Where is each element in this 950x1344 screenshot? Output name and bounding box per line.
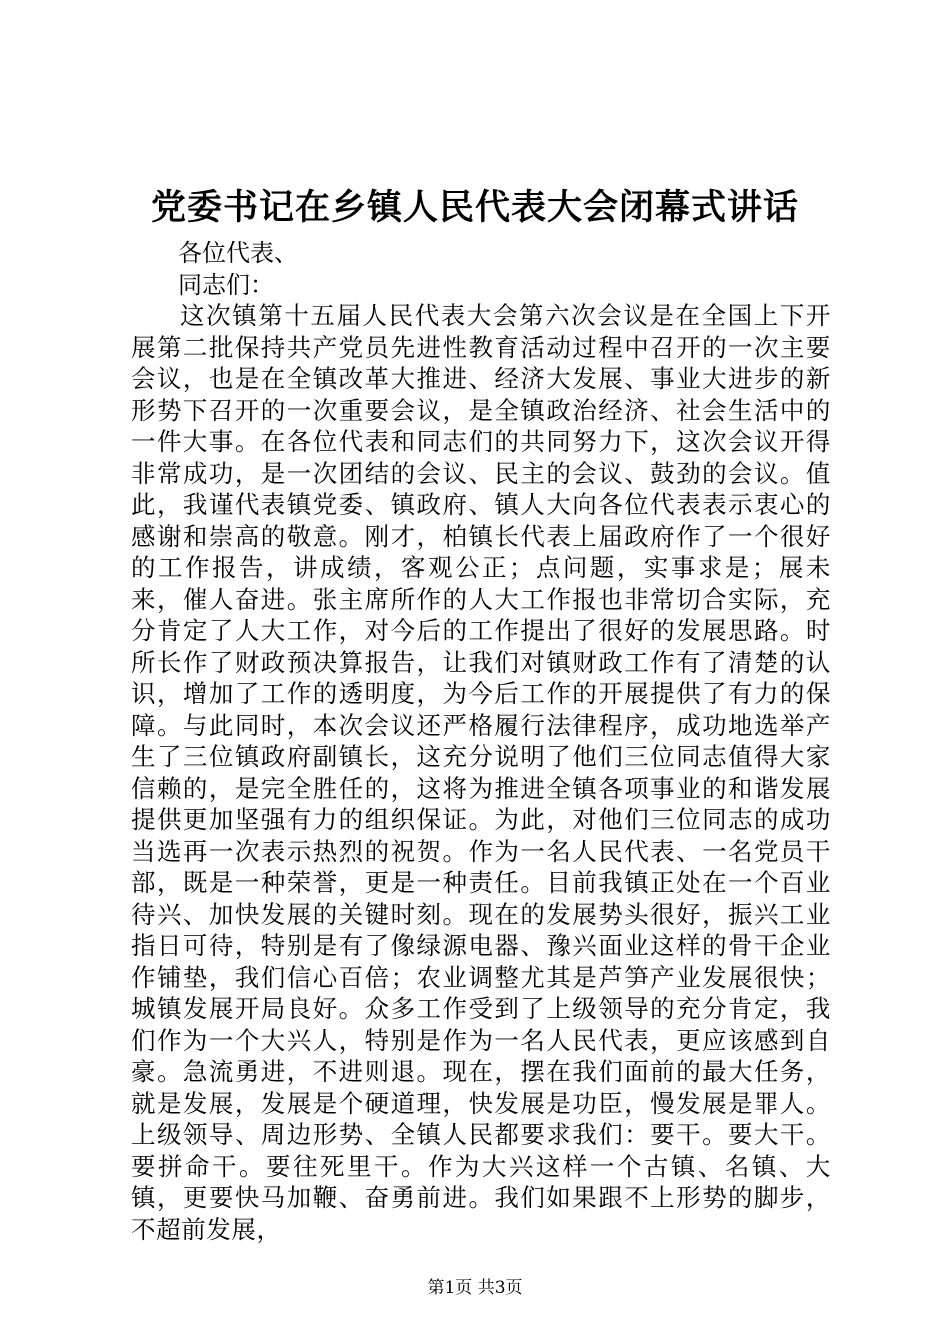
salutation-line-2: 同志们： [178, 271, 274, 299]
body-paragraph: 这次镇第十五届人民代表大会第六次会议是在全国上下开展第二批保持共产党员先进性教育活动过程中召开的一次主要会议，也是在全镇改革大推进、经济大发展、事业大进步的新形势下召开的一次重要会议，是全镇政治经济、社会生活中的一件大事。在各位代表和同志们的共同努力下，这次会议开得非常成功，是一次团结的会议、民主的会议、鼓劲的会议。值此，我谨代表镇党委、镇政府、镇人大向各位代表表示衷心的感谢和崇高的敬意。刚才，柏镇长代表上届政府作了一个很好的工作报告，讲成绩，客观公正；点问题，实事求是；展未来，催人奋进。张主席所作的人大工作报也非常切合实际，充分肯定了人大工作，对今后的工作提出了很好的发展思路。时所长作了财政预决算报告，让我们对镇财政工作有了清楚的认识，增加了工作的透明度，为今后工作的开展提供了有力的保障。与此同时，本次会议还严格履行法律程序，成功地选举产生了三位镇政府副镇长，这充分说明了他们三位同志值得大家信赖的，是完全胜任的，这将为推进全镇各项事业的和谐发展提供更加坚强有力的组织保证。为此，对他们三位同志的成功当选再一次表示热烈的祝贺。作为一名人民代表、一名党员干部，既是一种荣誉，更是一种责任。目前我镇正处在一个百业待兴、加快发展的关键时刻。现在的发展势头很好，振兴工业指日可待，特别是有了像绿源电器、豫兴面业这样的骨干企业作铺垫，我们信心百倍；农业调整尤其是芦笋产业发展很快；城镇发展开局良好。众多工作受到了上级领导的充分肯定，我们作为一个大兴人，特别是作为一名人民代表，更应该感到自豪。急流勇进，不进则退。现在，摆在我们面前的最大任务，就是发展，发展是个硬道理，快发展是功臣，慢发展是罪人。上级领导、周边形势、全镇人民都要求我们：要干。要大干。要拼命干。要往死里干。作为大兴这样一个古镇、名镇、大镇，更要快马加鞭、奋勇前进。我们如果跟不上形势的脚步，不超前发展， [131, 301, 831, 1244]
page-footer: 第1页 共3页 [427, 1278, 523, 1298]
salutation-line-1: 各位代表、 [178, 239, 298, 267]
document-title: 党委书记在乡镇人民代表大会闭幕式讲话 [150, 187, 799, 228]
